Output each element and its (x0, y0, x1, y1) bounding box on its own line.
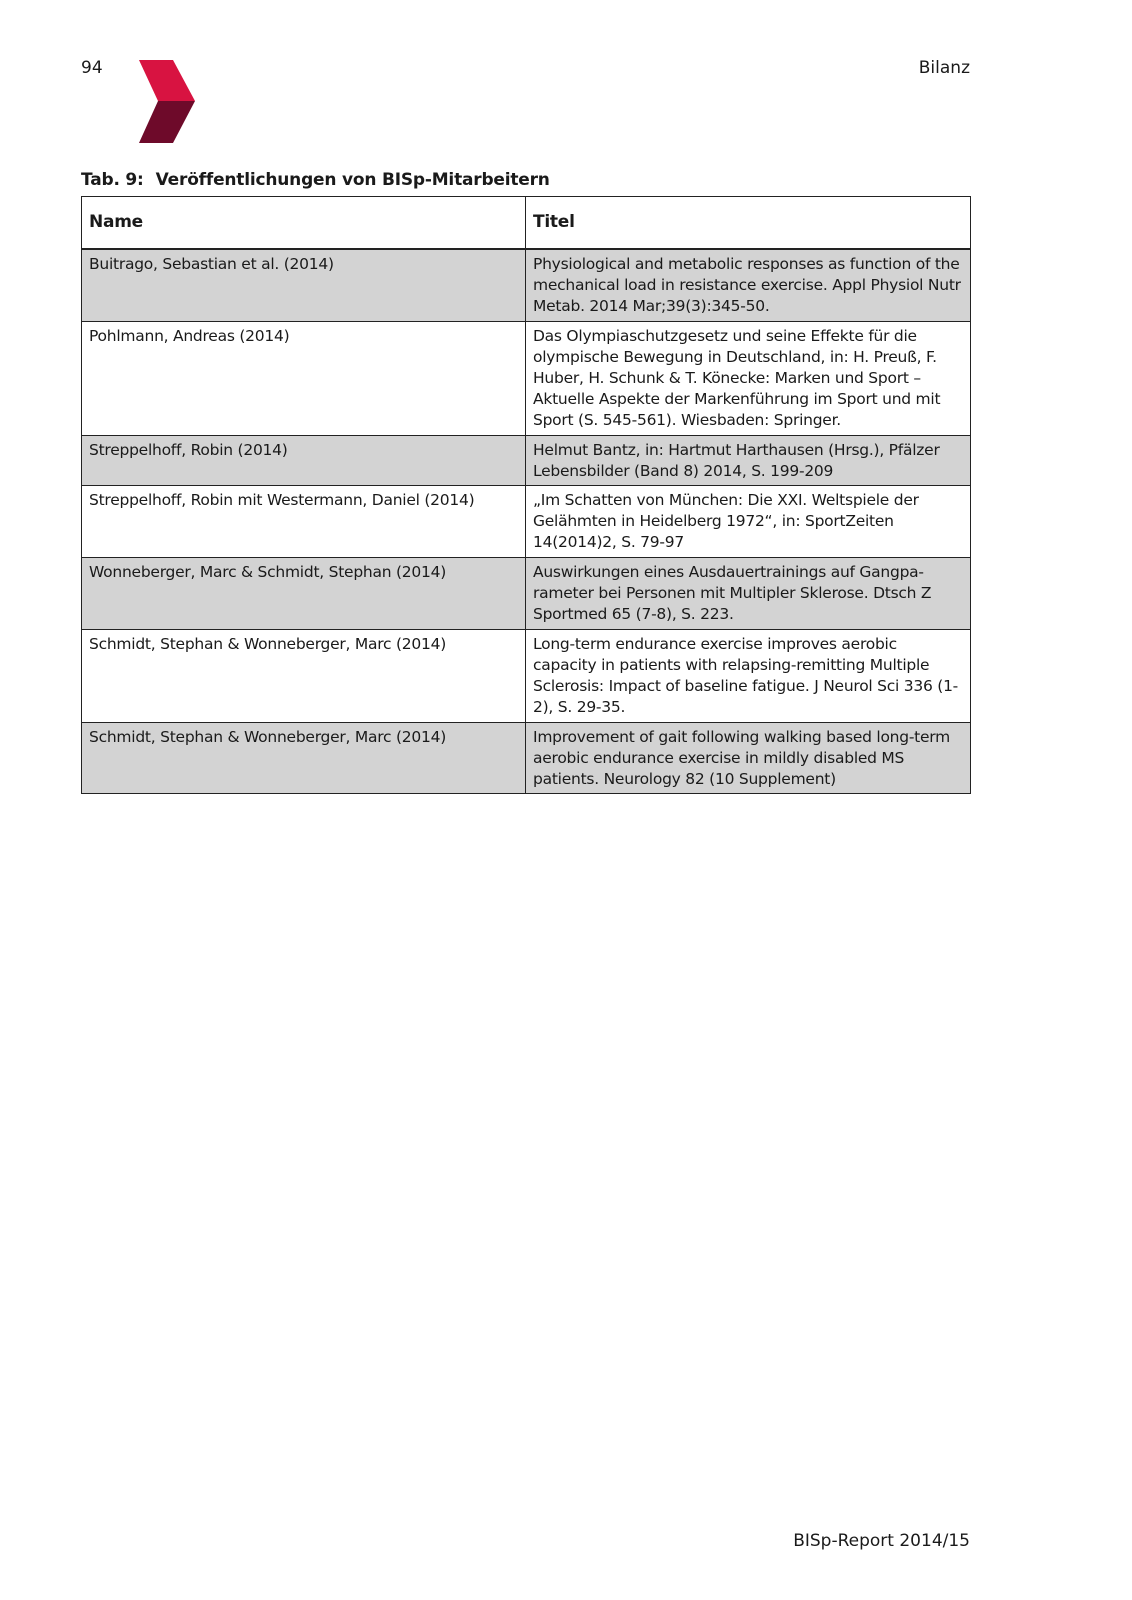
table-row (82, 249, 971, 321)
cell-name: Streppelhoff, Robin mit Westermann, Daniel (2014) (82, 485, 526, 557)
chevron-top-part (139, 60, 195, 101)
cell-title: Auswirkungen eines Ausdauertrainings auf Gangpa-rameter bei Personen mit Multipler Sklerose. Dtsch Z Sportmed 65 (7-8), S. 223. (526, 557, 971, 629)
cell-title: Das Olympiaschutzgesetz und seine Effekte für die olympische Bewegung in Deutschland, in: H. Preuß, F. Huber, H. Schunk & T. Könecke: Marken und Sport – Aktuelle Aspekte der Markenführung im Sport und mit Sport (S. 545-561). Wiesbaden: Springer. (526, 321, 971, 435)
column-header-name: Name (82, 197, 526, 250)
table-row (82, 722, 971, 793)
chevron-bottom-part (139, 101, 195, 143)
table-row (82, 435, 971, 485)
cell-name: Schmidt, Stephan & Wonneberger, Marc (2014) (82, 629, 526, 722)
section-title: Bilanz (918, 58, 970, 78)
cell-title: Helmut Bantz, in: Hartmut Harthausen (Hrsg.), Pfälzer Lebensbilder (Band 8) 2014, S. 199-209 (526, 435, 971, 485)
cell-title: „Im Schatten von München: Die XXI. Weltspiele der Gelähmten in Heidelberg 1972“, in: SportZeiten 14(2014)2, S. 79-97 (526, 485, 971, 557)
cell-name: Wonneberger, Marc & Schmidt, Stephan (2014) (82, 557, 526, 629)
column-header-title: Titel (526, 197, 971, 250)
table-row (82, 485, 971, 557)
publications-table (81, 196, 971, 794)
chevron-logo-icon (139, 60, 195, 143)
cell-name: Streppelhoff, Robin (2014) (82, 435, 526, 485)
table-row (82, 557, 971, 629)
table-caption-text: Veröffentlichungen von BISp-Mitarbeitern (155, 170, 550, 190)
cell-title: Long-term endurance exercise improves aerobic capacity in patients with relapsing-remitting Multiple Sclerosis: Impact of baseline fatigue. J Neurol Sci 336 (1-2), S. 29-35. (526, 629, 971, 722)
table-header-row (82, 197, 971, 250)
table-row (82, 321, 971, 435)
footer-report-title: BISp-Report 2014/15 (793, 1531, 970, 1551)
cell-title: Physiological and metabolic responses as function of the mechanical load in resistance exercise. Appl Physiol Nutr Metab. 2014 Mar;39(3):345-50. (526, 249, 971, 321)
page-number: 94 (81, 58, 103, 78)
table-caption-number: Tab. 9: (81, 170, 144, 190)
cell-name: Buitrago, Sebastian et al. (2014) (82, 249, 526, 321)
cell-name: Pohlmann, Andreas (2014) (82, 321, 526, 435)
table-caption (81, 170, 550, 190)
table-row (82, 629, 971, 722)
cell-name: Schmidt, Stephan & Wonneberger, Marc (2014) (82, 722, 526, 793)
cell-title: Improvement of gait following walking based long-term aerobic endurance exercise in mildly disabled MS patients. Neurology 82 (10 Supplement) (526, 722, 971, 793)
